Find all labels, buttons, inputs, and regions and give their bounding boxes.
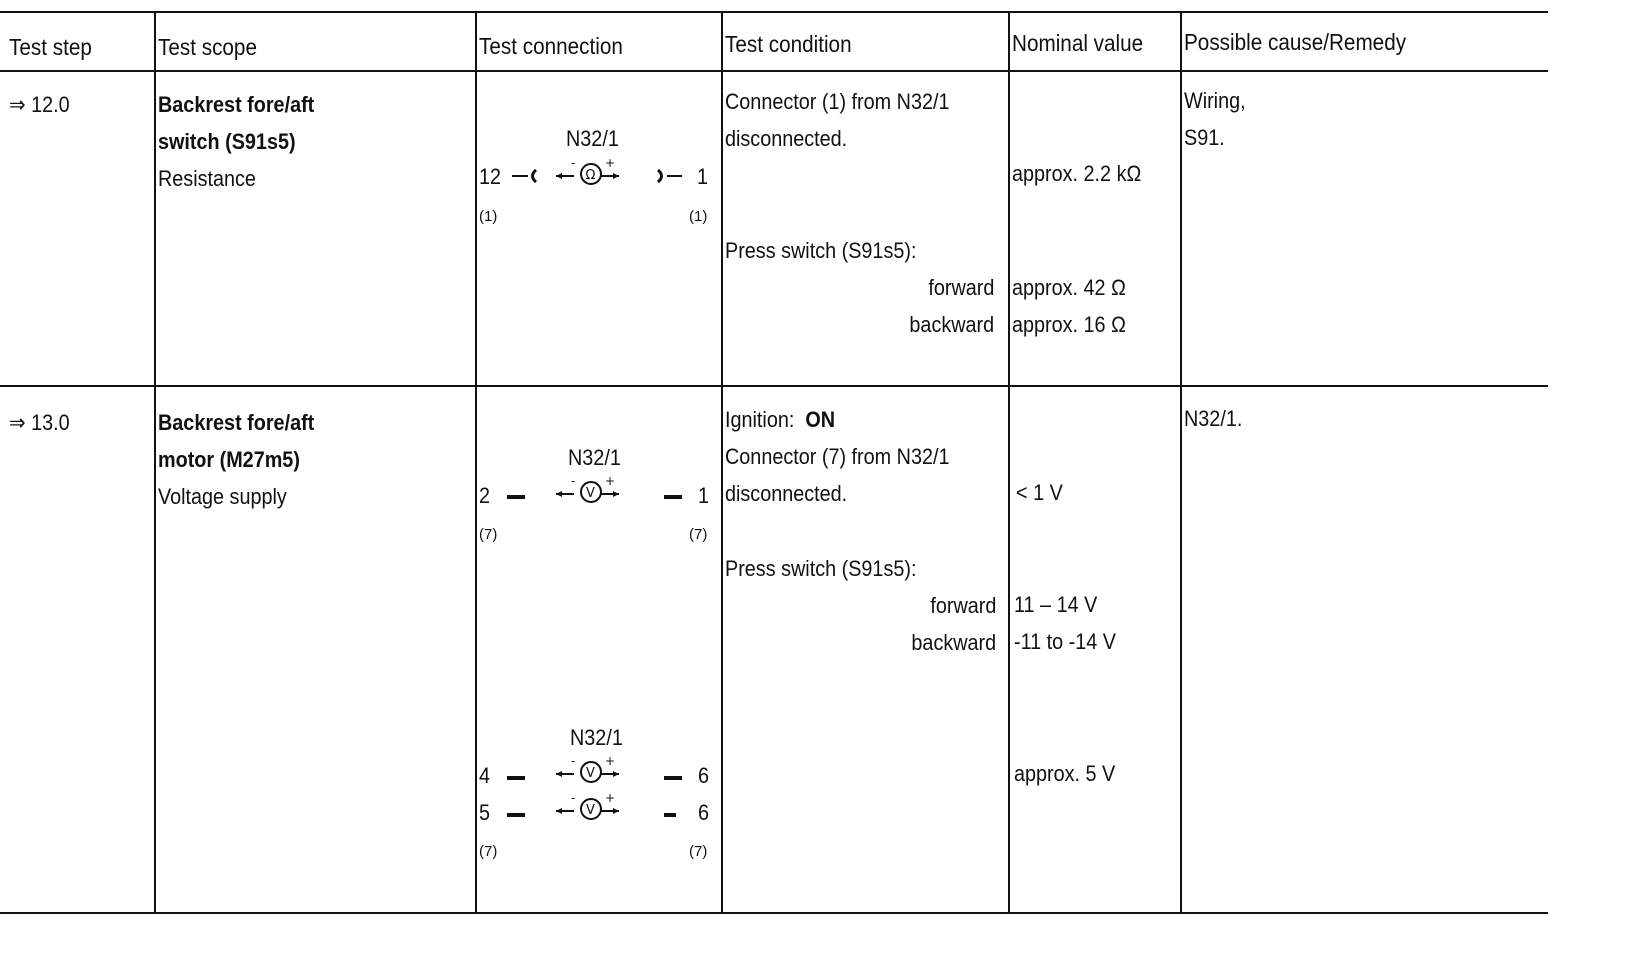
left-connector-label: (7)	[479, 526, 498, 543]
svg-text:-: -	[571, 156, 576, 170]
test-condition-press: Press switch (S91s5):	[725, 238, 917, 263]
nominal-value: approx. 2.2 kΩ	[1012, 161, 1142, 186]
right-connector-label: (1)	[689, 208, 708, 225]
svg-text:+: +	[605, 474, 616, 488]
meter-symbol: V	[586, 803, 595, 818]
column-divider	[154, 11, 156, 914]
device-label: N32/1	[568, 445, 621, 470]
test-condition-text: disconnected.	[725, 126, 848, 151]
column-divider	[1180, 11, 1182, 914]
header-bottom-rule	[0, 70, 1548, 72]
test-scope-measurement: Resistance	[158, 166, 256, 191]
test-scope-title: Backrest fore/aft	[158, 410, 315, 435]
header-test-scope: Test scope	[158, 34, 257, 60]
voltmeter-icon	[556, 472, 636, 512]
test-step-number: ⇒ 13.0	[9, 410, 70, 435]
switch-direction: backward	[909, 312, 994, 337]
nominal-value: -11 to -14 V	[1014, 629, 1116, 654]
svg-text:+: +	[605, 754, 616, 768]
left-pin-number: 2	[479, 483, 491, 508]
left-connector-label: (1)	[479, 208, 498, 225]
voltmeter-icon	[556, 789, 636, 829]
device-label: N32/1	[566, 126, 619, 151]
meter-symbol: Ω	[585, 168, 596, 183]
left-pin-number: 12	[479, 164, 502, 189]
column-divider	[475, 11, 477, 914]
nominal-value: approx. 42 Ω	[1012, 275, 1126, 300]
ignition-state: ON	[805, 407, 836, 432]
svg-text:-: -	[571, 754, 576, 768]
header-test-step: Test step	[9, 34, 92, 60]
nominal-value: approx. 5 V	[1014, 761, 1116, 786]
left-pin-number: 4	[479, 763, 491, 788]
device-label: N32/1	[570, 725, 623, 750]
svg-text:-: -	[571, 474, 576, 488]
svg-text:+: +	[605, 156, 616, 170]
nominal-value: approx. 16 Ω	[1012, 312, 1126, 337]
left-pin-number: 5	[479, 800, 491, 825]
possible-cause-text: N32/1.	[1184, 406, 1243, 431]
switch-direction: backward	[911, 630, 996, 655]
svg-text:-: -	[571, 791, 576, 805]
meter-symbol: V	[586, 766, 595, 781]
ignition-label: Ignition:	[725, 407, 795, 432]
possible-cause-text: Wiring,	[1184, 88, 1246, 113]
plug-socket-icon	[512, 166, 542, 188]
pin-connector	[507, 776, 525, 780]
pin-connector	[507, 495, 525, 499]
pin-connector	[507, 813, 525, 817]
plug-socket-icon	[656, 166, 696, 188]
right-pin-number: 1	[698, 483, 710, 508]
header-test-condition: Test condition	[725, 31, 852, 57]
test-condition-press: Press switch (S91s5):	[725, 556, 917, 581]
test-scope-title: motor (M27m5)	[158, 447, 300, 472]
voltmeter-icon	[556, 752, 636, 792]
test-step-number: ⇒ 12.0	[9, 92, 70, 117]
pin-connector	[664, 495, 682, 499]
table-top-rule	[0, 11, 1548, 13]
test-scope-title: switch (S91s5)	[158, 129, 296, 154]
test-condition-text: disconnected.	[725, 481, 848, 506]
ohmmeter-icon	[556, 154, 636, 194]
test-condition-text: Connector (7) from N32/1	[725, 444, 950, 469]
header-possible-cause: Possible cause/Remedy	[1184, 29, 1407, 55]
right-pin-number: 6	[698, 763, 710, 788]
table-bottom-rule	[0, 912, 1548, 914]
pin-connector	[664, 776, 682, 780]
column-divider	[721, 11, 723, 914]
right-connector-label: (7)	[689, 526, 708, 543]
nominal-value: < 1 V	[1016, 480, 1063, 505]
test-condition-text: Connector (1) from N32/1	[725, 89, 950, 114]
column-divider	[1008, 11, 1010, 914]
header-nominal-value: Nominal value	[1012, 30, 1144, 56]
svg-text:+: +	[605, 791, 616, 805]
switch-direction: forward	[929, 593, 996, 618]
switch-direction: forward	[927, 275, 994, 300]
test-condition-ignition	[725, 407, 835, 433]
right-pin-number: 6	[698, 800, 710, 825]
header-test-connection: Test connection	[479, 33, 623, 59]
left-connector-label: (7)	[479, 843, 498, 860]
test-scope-measurement: Voltage supply	[158, 484, 287, 509]
meter-symbol: V	[586, 486, 595, 501]
test-scope-title: Backrest fore/aft	[158, 92, 315, 117]
pin-connector	[664, 813, 676, 817]
possible-cause-text: S91.	[1184, 125, 1225, 150]
row-separator-rule	[0, 385, 1548, 387]
nominal-value: 11 – 14 V	[1014, 592, 1098, 617]
right-connector-label: (7)	[689, 843, 708, 860]
right-pin-number: 1	[697, 164, 709, 189]
